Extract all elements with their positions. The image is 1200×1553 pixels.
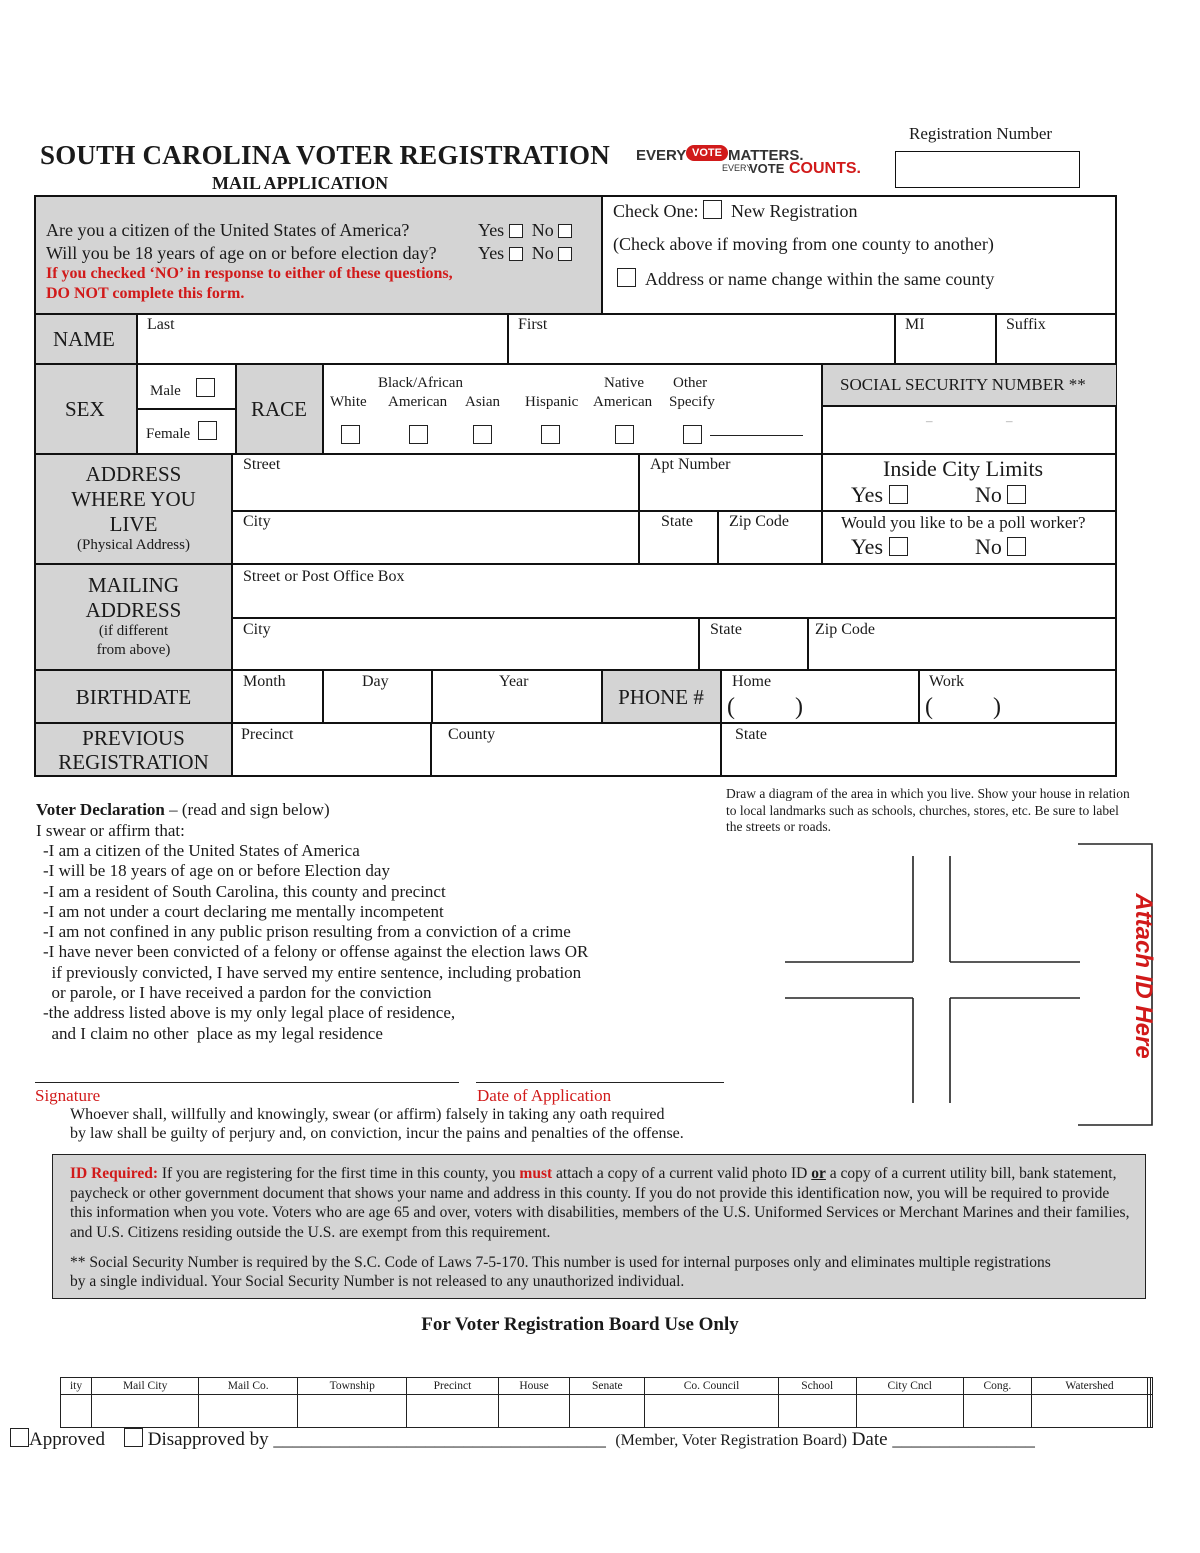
race-white-checkbox[interactable] [341,425,360,444]
address-change-row: Address or name change within the same county [617,268,994,290]
race-other-checkbox[interactable] [683,425,702,444]
poll-worker-no-checkbox[interactable] [1007,537,1026,556]
id-required-text: ID Required: If you are registering for the first time in this county, you must attach a copy of a current valid photo ID or a copy of a current utility bill, bank statement, paycheck or other government document that shows your name and address in this county. If you do not provide this identification now, you will be required to provide this information when you vote. Voters who are age 65 and over, voters with disabilities, members of the U.S. Uniformed Services or Merchant Marines and their families, and U.S. Citizens residing outside the U.S. are exempt from this requirement. [70,1165,1130,1241]
board-column-header: Mail Co. [199,1378,298,1395]
board-use-table [60,1377,1153,1428]
citizen-question: Are you a citizen of the United States of America? [46,220,410,240]
declaration-line: -I am not confined in any public prison resulting from a conviction of a crime [43,922,571,942]
race-hispanic-label: Hispanic [525,394,579,410]
address-label-3: LIVE [109,512,158,536]
city-field[interactable]: City [243,513,271,530]
board-column-header: Senate [570,1378,645,1395]
mailing-city-field[interactable]: City [243,621,271,638]
age-yes-no: Yes No [478,243,572,264]
race-hispanic-checkbox[interactable] [541,425,560,444]
board-cell[interactable] [778,1395,856,1428]
declaration-line: -I will be 18 years of age on or before Election day [43,861,390,881]
ssn-note: ** Social Security Number is required by the S.C. Code of Laws 7-5-170. This number is used for internal purposes only and eliminates multiple registrations by a single individual. Your Social Security Number is not released to any unauthorized individual. [70,1254,1051,1290]
race-other-specify-line[interactable] [710,435,803,436]
mailing-label-1: MAILING [88,573,179,597]
inside-city-yes: Yes [851,482,908,508]
registration-number-label: Registration Number [909,124,1053,143]
birthdate-label: BIRTHDATE [75,685,192,709]
board-cell[interactable] [856,1395,963,1428]
first-name-field[interactable]: First [518,316,548,333]
board-cell[interactable] [407,1395,498,1428]
board-column-header: Township [298,1378,407,1395]
female-checkbox[interactable] [198,421,217,440]
board-cell[interactable] [298,1395,407,1428]
mailing-state-field[interactable]: State [710,621,742,638]
previous-label-2: REGISTRATION [58,750,209,774]
inside-city-limits-label: Inside City Limits [883,456,1044,481]
address-label-4: (Physical Address) [77,537,190,553]
race-white-label: White [330,394,367,410]
signature-label: Signature [35,1086,101,1105]
board-date-line[interactable]: _______________ [892,1429,1035,1450]
declaration-line: -I am a citizen of the United States of America [43,841,360,860]
address-label-1: ADDRESS [85,462,182,486]
poll-worker-yes: Yes [851,534,908,560]
inside-city-yes-checkbox[interactable] [889,485,908,504]
mailing-label-4: from above) [96,642,171,658]
id-notice [52,1154,1146,1299]
race-other-header: Other [673,375,708,391]
race-other-label: Specify [669,394,715,410]
board-cell[interactable] [645,1395,779,1428]
name-label: NAME [53,327,115,351]
poll-worker-yes-checkbox[interactable] [889,537,908,556]
new-registration-checkbox[interactable] [703,200,722,219]
citizen-yes-no: Yes No [478,220,572,241]
citizen-no-checkbox[interactable] [558,224,572,238]
state-field[interactable]: State [661,513,693,530]
date-of-application-label: Date of Application [477,1086,612,1105]
board-column-header: Co. Council [645,1378,779,1395]
poll-worker-label: Would you like to be a poll worker? [841,513,1086,532]
eligibility-warning-1: If you checked ‘NO’ in response to either of these questions, [46,265,453,282]
race-black-checkbox[interactable] [409,425,428,444]
perjury-note-1: Whoever shall, willfully and knowingly, swear (or affirm) falsely in taking any oath required [70,1106,665,1123]
birth-month-field[interactable]: Month [243,673,286,690]
apt-number-field[interactable]: Apt Number [650,456,731,473]
board-column-header: Precinct [407,1378,498,1395]
phone-label: PHONE # [618,685,704,709]
board-cell[interactable] [1031,1395,1147,1428]
male-row: Male [150,378,215,400]
approved-checkbox[interactable] [10,1428,29,1447]
home-phone-field[interactable]: ( ) [727,694,803,720]
board-member-signature-line[interactable]: ___________________________________ [273,1429,606,1450]
board-column-header: ity [61,1378,92,1395]
race-asian-checkbox[interactable] [473,425,492,444]
age-yes-checkbox[interactable] [509,247,523,261]
citizen-yes-checkbox[interactable] [509,224,523,238]
board-cell[interactable] [61,1395,92,1428]
middle-initial-field[interactable]: MI [905,316,925,333]
declaration-line: or parole, or I have received a pardon for the conviction [43,983,432,1003]
inside-city-no-checkbox[interactable] [1007,485,1026,504]
mailing-label-2: ADDRESS [85,598,182,622]
intersection-diagram [780,840,1160,1130]
work-phone-field[interactable]: ( ) [925,694,1001,720]
perjury-note-2: by law shall be guilty of perjury and, on conviction, incur the pains and penalties of the offense. [70,1125,684,1142]
street-field[interactable]: Street [243,456,281,473]
previous-state-field[interactable]: State [735,726,767,743]
board-cell[interactable] [199,1395,298,1428]
suffix-field[interactable]: Suffix [1006,316,1046,333]
mailing-zip-field[interactable]: Zip Code [815,621,875,638]
previous-precinct-field[interactable]: Precinct [241,726,294,743]
race-native-header: Native [604,375,644,391]
poll-worker-no: No [975,534,1026,560]
race-native-checkbox[interactable] [615,425,634,444]
sex-label: SEX [65,397,105,421]
race-black-label: American [388,394,448,410]
address-change-checkbox[interactable] [617,268,636,287]
last-name-field[interactable]: Last [147,316,175,333]
race-label: RACE [251,397,308,421]
birth-year-field[interactable]: Year [499,673,529,690]
declaration-title: Voter Declaration – (read and sign below) [36,800,330,819]
declaration-line: -the address listed above is my only legal place of residence, [43,1003,456,1023]
declaration-line: if previously convicted, I have served my entire sentence, including probation [43,962,582,982]
date-line[interactable] [476,1082,724,1083]
registration-number-field[interactable] [895,151,1080,188]
ssn-label: SOCIAL SECURITY NUMBER ** [840,375,1086,394]
zip-code-field[interactable]: Zip Code [729,513,789,530]
diagram-instructions: Draw a diagram of the area in which you live. Show your house in relation to local landmarks such as schools, churches, stores, etc. Be sure to label the streets or roads. [726,786,1130,834]
previous-county-field[interactable]: County [448,726,496,743]
approval-row: Approved Disapproved by ___________________________________ (Member, Voter Registration Board) Date _______________ [10,1428,1035,1451]
every-vote-matters-logo: EVERY VOTE MATTERS. EVERY VOTE COUNTS. [636,147,861,177]
form-title: SOUTH CAROLINA VOTER REGISTRATION [40,140,610,170]
eligibility-warning-2: DO NOT complete this form. [46,285,245,302]
board-column-header: House [498,1378,570,1395]
work-phone-label: Work [929,673,965,690]
board-column-header: School [778,1378,856,1395]
declaration-line: -I am not under a court declaring me mentally incompetent [43,901,444,921]
mailing-label-3: (if different [98,623,169,639]
birth-day-field[interactable]: Day [362,673,389,690]
declaration-line: -I am a resident of South Carolina, this county and precinct [43,881,446,901]
inside-city-no: No [975,482,1026,508]
attach-id-here-label: Attach ID Here [1130,893,1157,1059]
board-cell[interactable] [963,1395,1031,1428]
form-subtitle: MAIL APPLICATION [212,173,389,193]
race-asian-label: Asian [465,394,500,410]
board-cell[interactable] [498,1395,570,1428]
moving-note: (Check above if moving from one county to another) [613,234,994,254]
female-row: Female [146,421,217,443]
address-label-2: WHERE YOU [71,487,196,511]
mailing-street-field[interactable]: Street or Post Office Box [243,568,405,585]
age-question: Will you be 18 years of age on or before election day? [46,243,437,263]
age-no-checkbox[interactable] [558,247,572,261]
board-cell[interactable] [92,1395,199,1428]
board-column-header: Watershed [1031,1378,1147,1395]
check-one-row: Check One: New Registration [613,201,858,221]
disapproved-checkbox[interactable] [124,1428,143,1447]
board-use-title: For Voter Registration Board Use Only [421,1314,739,1335]
race-native-label: American [593,394,653,410]
board-column-header [1150,1378,1152,1395]
declaration-list [43,841,588,1044]
board-column-header: Mail City [92,1378,199,1395]
male-checkbox[interactable] [196,378,215,397]
board-cell[interactable] [570,1395,645,1428]
board-column-header: City Cncl [856,1378,963,1395]
declaration-line: and I claim no other place as my legal residence [43,1023,383,1043]
ssn-field[interactable]: – – [926,413,1013,428]
race-black-header: Black/African [378,375,463,391]
board-cell[interactable] [1150,1395,1152,1428]
signature-line[interactable] [35,1082,459,1083]
home-phone-label: Home [732,673,772,690]
previous-label-1: PREVIOUS [82,726,185,750]
declaration-line: -I have never been convicted of a felony or offense against the election laws OR [43,942,589,962]
board-column-header: Cong. [963,1378,1031,1395]
declaration-intro: I swear or affirm that: [36,821,185,840]
